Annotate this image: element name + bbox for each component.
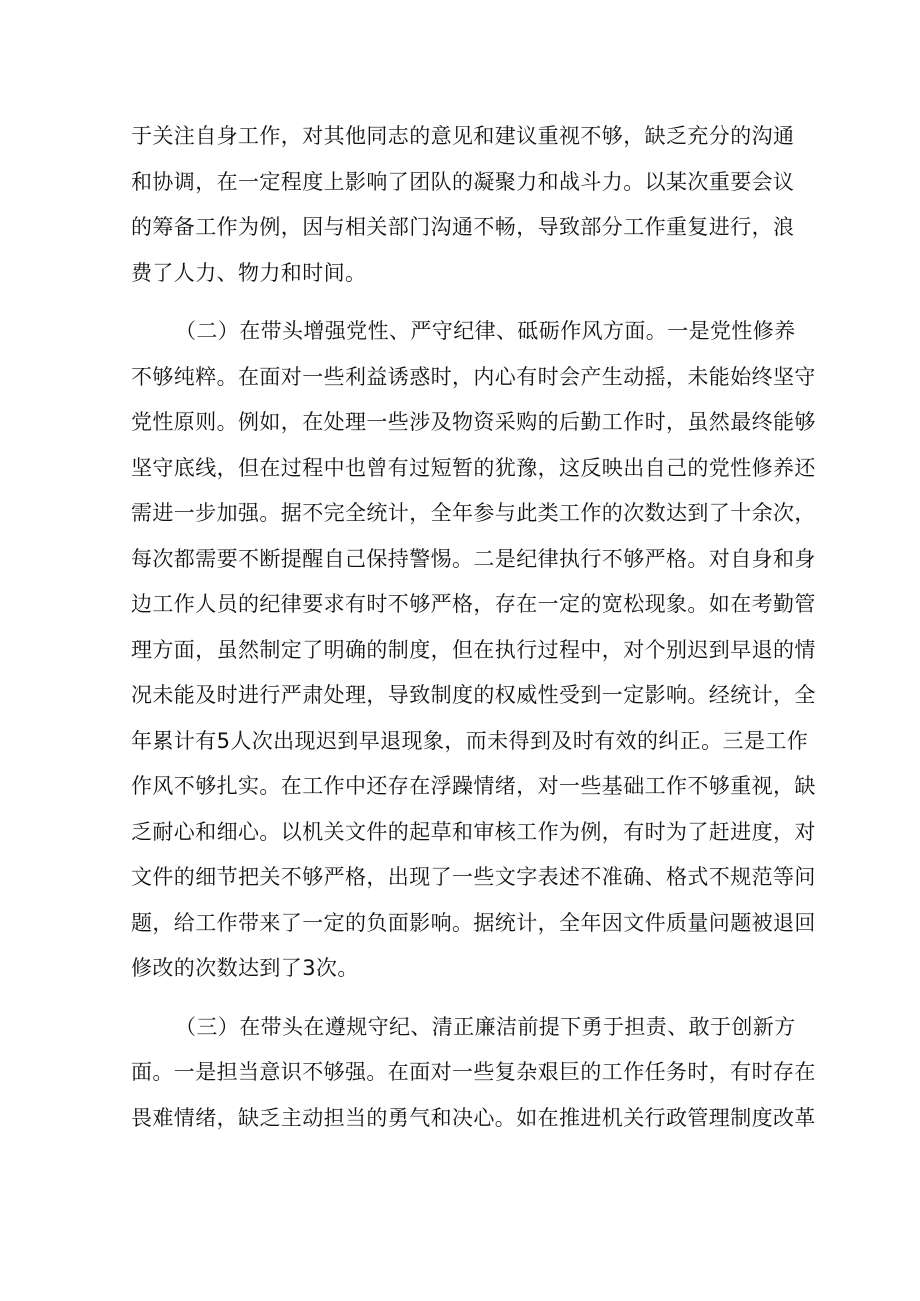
text-line: 的筹备工作为例，因与相关部门沟通不畅，导致部分工作重复进行，浪	[131, 215, 795, 239]
text-line: 题，给工作带来了一定的负面影响。据统计，全年因文件质量问题被退回	[131, 910, 816, 935]
text-line: 于关注自身工作，对其他同志的意见和建议重视不够，缺乏充分的沟通	[131, 124, 795, 148]
text-line: 畏难情绪，缺乏主动担当的勇气和决心。如在推进机关行政管理制度改革	[131, 1105, 816, 1130]
text-line: 理方面，虽然制定了明确的制度，但在执行过程中，对个别迟到早退的情	[131, 637, 816, 662]
text-line-indented: （二）在带头增强党性、严守纪律、砥砺作风方面。一是党性修养	[175, 319, 796, 343]
text-line: 乏耐心和细心。以机关文件的起草和审核工作为例，有时为了赶进度，对	[131, 819, 816, 844]
paragraph-section-two	[131, 309, 816, 992]
paragraph-section-three	[131, 1005, 816, 1142]
text-line: 况未能及时进行严肃处理，导致制度的权威性受到一定影响。经统计，全	[131, 683, 816, 707]
text-line-indented: （三）在带头在遵规守纪、清正廉洁前提下勇于担责、敢于创新方	[175, 1014, 796, 1039]
paragraph-continuation	[131, 114, 795, 296]
text-line: 作风不够扎实。在工作中还存在浮躁情绪，对一些基础工作不够重视，缺	[131, 774, 816, 798]
text-line: 需进一步加强。据不完全统计，全年参与此类工作的次数达到了十余次，	[131, 501, 816, 525]
text-line: 面。一是担当意识不够强。在面对一些复杂艰巨的工作任务时，有时存在	[131, 1060, 816, 1084]
text-line: 修改的次数达到了3次。	[131, 956, 359, 980]
document-body	[131, 114, 816, 1141]
paragraph-spacer	[131, 992, 791, 1005]
text-line: 和协调，在一定程度上影响了团队的凝聚力和战斗力。以某次重要会议	[131, 169, 795, 194]
text-line: 文件的细节把关不够严格，出现了一些文字表述不准确、格式不规范等问	[131, 865, 816, 889]
paragraph-spacer	[131, 296, 791, 309]
text-line: 党性原则。例如，在处理一些涉及物资采购的后勤工作时，虽然最终能够	[131, 410, 816, 434]
text-line: 不够纯粹。在面对一些利益诱惑时，内心有时会产生动摇，未能始终坚守	[131, 364, 816, 389]
text-line: 年累计有5人次出现迟到早退现象，而未得到及时有效的纠正。三是工作	[131, 728, 809, 753]
text-line: 坚守底线，但在过程中也曾有过短暂的犹豫，这反映出自己的党性修养还	[131, 455, 816, 480]
text-line: 边工作人员的纪律要求有时不够严格，存在一定的宽松现象。如在考勤管	[131, 592, 816, 616]
text-line: 每次都需要不断提醒自己保持警惕。二是纪律执行不够严格。对自身和身	[131, 546, 816, 571]
text-line: 费了人力、物力和时间。	[131, 260, 367, 285]
